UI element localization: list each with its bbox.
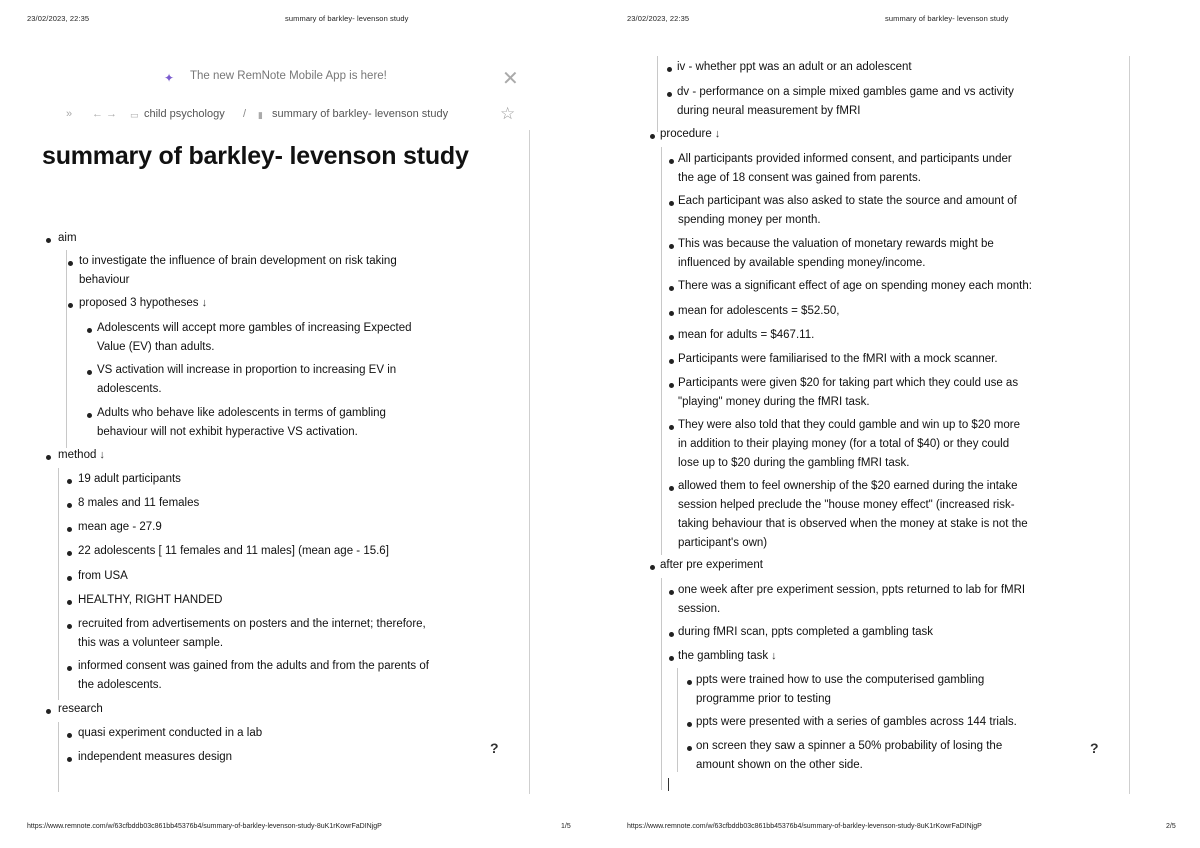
rem-text: ppts were presented with a series of gambles across 144 trials. <box>696 716 1017 728</box>
rem-text: spending money per month. <box>678 214 821 226</box>
indent-guide <box>661 147 662 555</box>
rem-text: Participants were familiarised to the fMRI with a mock scanner. <box>678 353 998 365</box>
rem-text: session. <box>678 603 721 615</box>
rem-text: Adults who behave like adolescents in terms of gambling <box>97 407 386 419</box>
rem-text: mean age - 27.9 <box>78 521 162 533</box>
print-date: 23/02/2023, 22:35 <box>627 14 690 23</box>
bullet[interactable] <box>669 632 674 637</box>
indent-guide <box>661 578 662 790</box>
rem-text: session helped preclude the "house money effect" (increased risk- <box>678 499 1015 511</box>
rem-research: research <box>58 703 103 715</box>
arrow-down-icon[interactable]: ↓ <box>201 297 208 309</box>
print-title: summary of barkley- levenson study <box>885 14 1009 23</box>
rem-after-pre-experiment: after pre experiment <box>660 559 763 571</box>
arrow-down-icon[interactable]: ↓ <box>771 650 777 662</box>
rem-text: lose up to $20 during the gambling fMRI task. <box>678 457 910 469</box>
rem-text: iv - whether ppt was an adult or an adolescent <box>677 61 912 73</box>
right-border <box>1129 56 1130 794</box>
rem-text: dv - performance on a simple mixed gambles game and vs activity <box>677 86 1014 98</box>
bullet[interactable] <box>87 413 92 418</box>
bullet[interactable] <box>669 590 674 595</box>
rem-text: to investigate the influence of brain development on risk taking <box>79 255 397 267</box>
bullet[interactable] <box>669 159 674 164</box>
rem-text: They were also told that they could gamble and win up to $20 more <box>678 419 1021 431</box>
bullet[interactable] <box>67 503 72 508</box>
rem-text: 22 adolescents [ 11 females and 11 males] (mean age - 15.6] <box>78 545 389 557</box>
bullet[interactable] <box>650 565 655 570</box>
rem-text: Adolescents will accept more gambles of increasing Expected <box>97 322 412 334</box>
rem-text: mean for adolescents = $52.50, <box>678 305 840 317</box>
back-forward-icon[interactable]: ← → <box>92 108 118 120</box>
rem-text: during neural measurement by fMRI <box>677 105 861 117</box>
rem-text: one week after pre experiment session, ppts returned to lab for fMRI <box>678 584 1026 596</box>
arrow-down-icon[interactable]: ↓ <box>99 449 105 461</box>
print-title: summary of barkley- levenson study <box>285 14 409 23</box>
text-cursor <box>668 778 669 791</box>
bullet[interactable] <box>669 201 674 206</box>
rem-text: All participants provided informed consent, and participants under <box>678 153 1012 165</box>
rem-text: this was a volunteer sample. <box>78 637 224 649</box>
bullet[interactable] <box>67 666 72 671</box>
rem-text: during fMRI scan, ppts completed a gambling task <box>678 626 934 638</box>
bullet[interactable] <box>669 425 674 430</box>
bullet[interactable] <box>669 656 674 661</box>
bullet[interactable] <box>67 576 72 581</box>
page-number: 1/5 <box>561 823 571 830</box>
rem-text: There was a significant effect of age on spending money each month: <box>678 280 1032 292</box>
document-title: summary of barkley- levenson study <box>42 142 469 170</box>
indent-guide <box>677 668 678 772</box>
bullet[interactable] <box>46 238 51 243</box>
rem-text: quasi experiment conducted in a lab <box>78 727 263 739</box>
bullet[interactable] <box>67 600 72 605</box>
arrow-down-icon[interactable]: ↓ <box>714 128 721 140</box>
bullet[interactable] <box>669 383 674 388</box>
breadcrumb-folder[interactable]: child psychology <box>144 108 225 120</box>
rem-method: method ↓ <box>58 449 105 461</box>
document-icon: ▮ <box>258 110 263 120</box>
page-number: 2/5 <box>1166 823 1176 830</box>
bullet[interactable] <box>87 370 92 375</box>
rem-text: taking behaviour that is observed when the money at stake is not the <box>678 518 1028 530</box>
bullet[interactable] <box>67 479 72 484</box>
rem-aim: aim <box>58 232 77 244</box>
help-button[interactable]: ? <box>490 740 499 756</box>
banner-text: The new RemNote Mobile App is here! <box>190 70 387 82</box>
star-icon[interactable]: ☆ <box>500 104 516 123</box>
rem-text: behaviour will not exhibit hyperactive VS activation. <box>97 426 358 438</box>
print-url: https://www.remnote.com/w/63cfbddb03c861bb45376b4/summary-of-barkley-levenson-study-8uK1rKowrFaDINjgP <box>27 823 382 830</box>
help-button[interactable]: ? <box>1090 740 1099 756</box>
bullet[interactable] <box>68 303 73 308</box>
bullet[interactable] <box>650 134 655 139</box>
bullet[interactable] <box>46 709 51 714</box>
rem-text: adolescents. <box>97 383 162 395</box>
rem-text: recruited from advertisements on posters and the internet; therefore, <box>78 618 426 630</box>
bullet[interactable] <box>67 733 72 738</box>
indent-guide <box>58 722 59 792</box>
rem-text: influenced by available spending money/income. <box>678 257 926 269</box>
bullet[interactable] <box>67 551 72 556</box>
rem-text: VS activation will increase in proportion to increasing EV in <box>97 364 397 376</box>
rem-text: 19 adult participants <box>78 473 181 485</box>
bullet[interactable] <box>687 722 692 727</box>
print-url: https://www.remnote.com/w/63cfbddb03c861bb45376b4/summary-of-barkley-levenson-study-8uK1rKowrFaDINjgP <box>627 823 982 830</box>
rem-text: Each participant was also asked to state the source and amount of <box>678 195 1017 207</box>
bullet[interactable] <box>687 680 692 685</box>
rem-gambling-task: the gambling task ↓ <box>678 650 777 662</box>
rem-text: independent measures design <box>78 751 233 763</box>
rem-text: This was because the valuation of monetary rewards might be <box>678 238 994 250</box>
rem-text: "playing" money during the fMRI task. <box>678 396 870 408</box>
bullet[interactable] <box>667 67 672 72</box>
rem-text: Value (EV) than adults. <box>97 341 215 353</box>
party-icon: ✦ <box>164 71 175 85</box>
rem-text: amount shown on the other side. <box>696 759 863 771</box>
bullet[interactable] <box>87 328 92 333</box>
breadcrumb-separator: / <box>243 108 247 120</box>
rem-procedure: procedure ↓ <box>660 128 721 140</box>
bullet[interactable] <box>669 286 674 291</box>
rem-text: mean for adults = $467.11. <box>678 329 815 341</box>
bullet[interactable] <box>687 746 692 751</box>
rem-text: the adolescents. <box>78 679 162 691</box>
breadcrumb-current[interactable]: summary of barkley- levenson study <box>272 108 449 120</box>
rem-text: programme prior to testing <box>696 693 831 705</box>
right-border <box>529 130 530 794</box>
indent-guide <box>657 56 658 132</box>
rem-text: on screen they saw a spinner a 50% probability of losing the <box>696 740 1003 752</box>
rem-text: allowed them to feel ownership of the $20 earned during the intake <box>678 480 1018 492</box>
print-date: 23/02/2023, 22:35 <box>27 14 90 23</box>
indent-guide <box>58 468 59 700</box>
bullet[interactable] <box>46 455 51 460</box>
rem-text: ppts were trained how to use the computerised gambling <box>696 674 985 686</box>
double-chevron-right-icon[interactable]: » <box>66 108 73 120</box>
rem-text: behaviour <box>79 274 130 286</box>
rem-text: participant's own) <box>678 537 768 549</box>
bullet[interactable] <box>669 311 674 316</box>
rem-text: from USA <box>78 570 128 582</box>
bullet[interactable] <box>67 757 72 762</box>
bullet[interactable] <box>669 359 674 364</box>
rem-text: the age of 18 consent was gained from parents. <box>678 172 921 184</box>
close-icon[interactable]: ✕ <box>502 68 519 90</box>
bullet[interactable] <box>669 486 674 491</box>
rem-text: Participants were given $20 for taking part which they could use as <box>678 377 1019 389</box>
indent-guide <box>66 250 67 448</box>
rem-text: HEALTHY, RIGHT HANDED <box>78 594 223 606</box>
rem-text: in addition to their playing money (for a total of $40) or they could <box>678 438 1010 450</box>
bullet[interactable] <box>667 92 672 97</box>
bullet[interactable] <box>669 244 674 249</box>
print-page-2 <box>600 0 1200 848</box>
rem-text: 8 males and 11 females <box>78 497 200 509</box>
bullet[interactable] <box>669 335 674 340</box>
folder-icon: ▭ <box>130 110 139 120</box>
bullet[interactable] <box>67 527 72 532</box>
bullet[interactable] <box>68 261 73 266</box>
rem-text: informed consent was gained from the adults and from the parents of <box>78 660 429 672</box>
rem-hypotheses: proposed 3 hypotheses ↓ <box>79 297 208 309</box>
bullet[interactable] <box>67 624 72 629</box>
